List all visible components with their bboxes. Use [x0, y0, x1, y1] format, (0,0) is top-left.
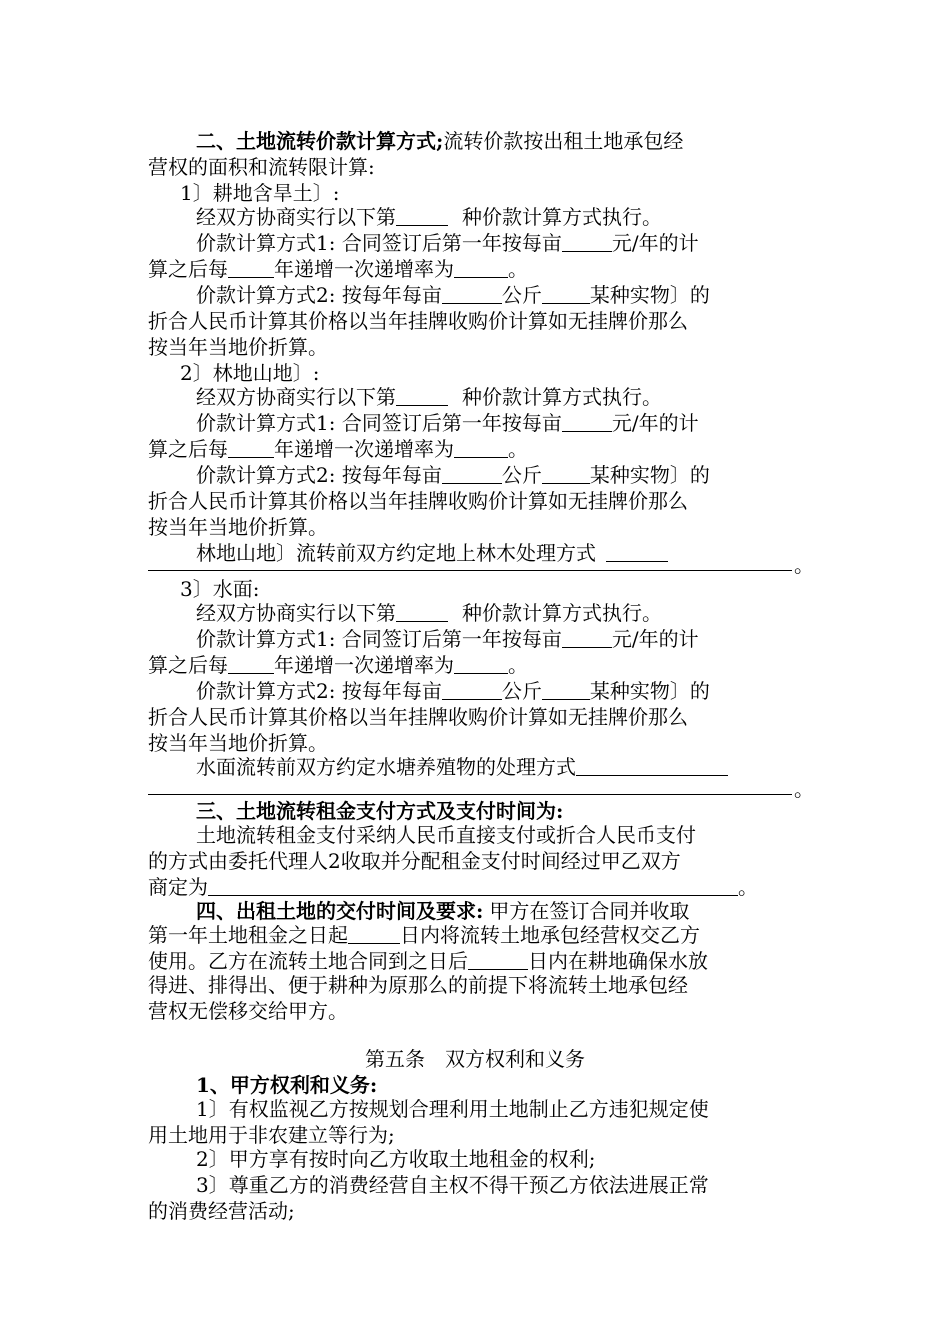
blank-field — [542, 285, 590, 304]
land-1-method-2-end: 按当年当地价折算。 — [148, 335, 328, 359]
blank-field — [348, 925, 400, 944]
article-5-item-3-cont: 的消费经营活动; — [148, 1199, 295, 1223]
land-2-method-1-cont: 算之后每 年递增一次递增率为 。 — [148, 437, 528, 461]
section-3-line-1: 土地流转租金支付采纳人民币直接支付或折合人民币支付 — [196, 823, 696, 847]
section-4-line-4: 得进、排得出、便于耕种为原那么的前提下将流转土地承包经 — [148, 973, 688, 997]
blank-field — [562, 413, 612, 432]
land-3-method-2-cont: 折合人民币计算其价格以当年挂牌收购价计算如无挂牌价那么 — [148, 705, 688, 729]
article-5-item-2: 2〕甲方享有按时向乙方收取土地租金的权利; — [196, 1147, 596, 1171]
section-2-line-2: 营权的面积和流转限计算: — [148, 155, 375, 179]
blank-field — [396, 387, 448, 406]
blank-field — [228, 439, 274, 458]
land-2-method-1: 价款计算方式1: 合同签订后第一年按每亩 元/年的计 — [196, 411, 699, 435]
land-1-method-1: 价款计算方式1: 合同签订后第一年按每亩 元/年的计 — [196, 231, 699, 255]
section-4-line-5: 营权无偿移交给甲方。 — [148, 999, 348, 1023]
land-2-method-2: 价款计算方式2: 按每年每亩 公斤 某种实物〕的 — [196, 463, 710, 487]
blank-field — [562, 629, 612, 648]
blank-field — [228, 655, 274, 674]
blank-field — [396, 207, 448, 226]
land-type-2-title: 2〕林地山地〕: — [180, 361, 320, 385]
land-3-method-2-end: 按当年当地价折算。 — [148, 731, 328, 755]
land-1-method-2: 价款计算方式2: 按每年每亩 公斤 某种实物〕的 — [196, 283, 710, 307]
land-2-method-2-cont: 折合人民币计算其价格以当年挂牌收购价计算如无挂牌价那么 — [148, 489, 688, 513]
land-2-method-2-end: 按当年当地价折算。 — [148, 515, 328, 539]
section-4-line-3: 使用。乙方在流转土地合同到之日后 日内在耕地确保水放 — [148, 949, 708, 973]
blank-field — [442, 285, 502, 304]
blank-field — [396, 603, 448, 622]
land-1-method-1-cont: 算之后每 年递增一次递增率为 。 — [148, 257, 528, 281]
article-5-item-1-cont: 用土地用于非农建立等行为; — [148, 1123, 395, 1147]
blank-field — [468, 951, 528, 970]
land-2-end-mark: 。 — [794, 553, 814, 577]
section-4-line-2: 第一年土地租金之日起 日内将流转土地承包经营权交乙方 — [148, 923, 700, 947]
land-3-method-1: 价款计算方式1: 合同签订后第一年按每亩 元/年的计 — [196, 627, 699, 651]
land-3-end-mark: 。 — [794, 777, 814, 801]
land-2-extra: 林地山地〕流转前双方约定地上林木处理方式 — [196, 540, 668, 566]
blank-field — [454, 439, 508, 458]
land-1-method-2-cont: 折合人民币计算其价格以当年挂牌收购价计算如无挂牌价那么 — [148, 309, 688, 333]
land-type-1-title: 1〕耕地含旱土〕: — [180, 181, 340, 205]
blank-field — [542, 681, 590, 700]
section-2-line-1: 二、土地流转价款计算方式;流转价款按出租土地承包经 — [196, 129, 684, 153]
blank-field — [542, 465, 590, 484]
land-3-extra: 水面流转前双方约定水塘养殖物的处理方式 — [196, 754, 728, 780]
land-3-method-2: 价款计算方式2: 按每年每亩 公斤 某种实物〕的 — [196, 679, 710, 703]
land-2-agree: 经双方协商实行以下第 种价款计算方式执行。 — [196, 385, 662, 409]
article-5-title: 第五条 双方权利和义务 — [365, 1047, 585, 1071]
blank-field — [442, 465, 502, 484]
article-5-item-1: 1〕有权监视乙方按规划合理利用土地制止乙方违犯规定使 — [196, 1097, 709, 1121]
blank-field — [442, 681, 502, 700]
section-2-heading: 二、土地流转价款计算方式; — [196, 129, 444, 153]
article-5-subheading: 1、甲方权利和义务: — [196, 1073, 378, 1097]
land-3-method-1-cont: 算之后每 年递增一次递增率为 。 — [148, 653, 528, 677]
land-type-3-title: 3〕水面: — [180, 577, 260, 601]
blank-rule — [148, 774, 792, 795]
land-3-agree: 经双方协商实行以下第 种价款计算方式执行。 — [196, 601, 662, 625]
section-3-line-3: 商定为 。 — [148, 875, 758, 899]
blank-field — [208, 877, 738, 896]
blank-rule — [148, 550, 792, 571]
blank-field — [562, 233, 612, 252]
land-1-agree: 经双方协商实行以下第 种价款计算方式执行。 — [196, 205, 662, 229]
section-4-line-1: 四、出租土地的交付时间及要求: 甲方在签订合同并收取 — [196, 899, 690, 923]
section-4-heading: 四、出租土地的交付时间及要求: — [196, 899, 484, 923]
article-5-item-3: 3〕尊重乙方的消费经营自主权不得干预乙方依法进展正常 — [196, 1173, 709, 1197]
blank-field — [454, 655, 508, 674]
blank-field — [454, 259, 508, 278]
section-3-line-2: 的方式由委托代理人2收取并分配租金支付时间经过甲乙双方 — [148, 849, 681, 873]
section-3-heading: 三、土地流转租金支付方式及支付时间为: — [196, 799, 564, 823]
blank-field — [228, 259, 274, 278]
